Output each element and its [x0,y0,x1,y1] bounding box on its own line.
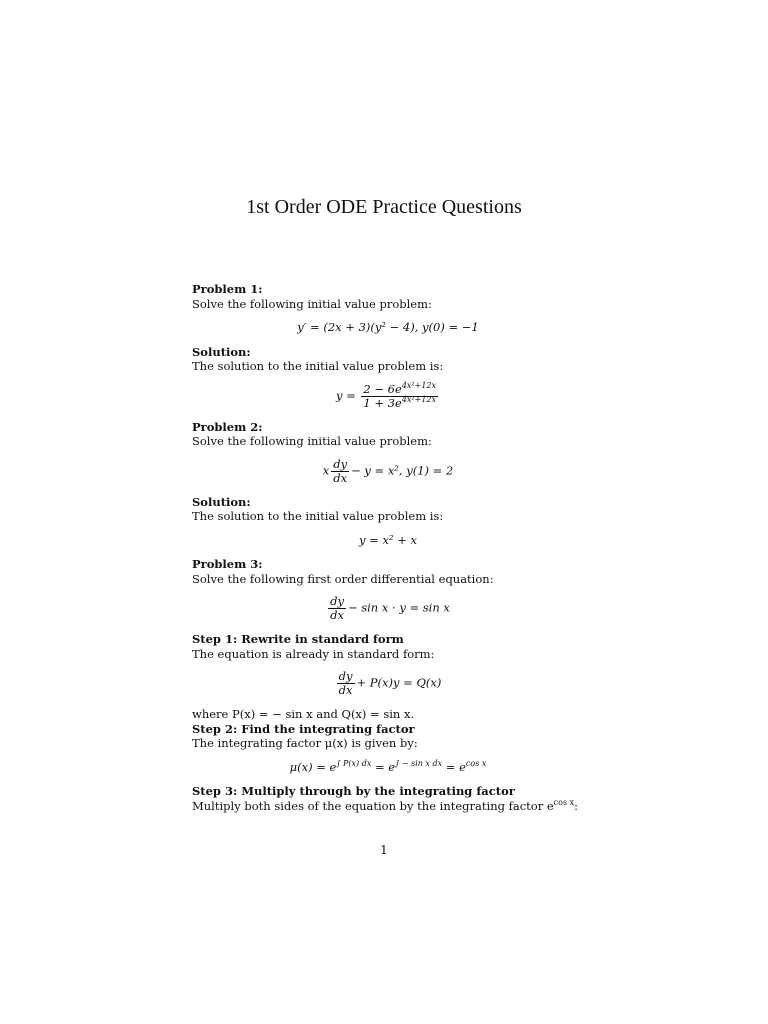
page-title: 1st Order ODE Practice Questions [246,196,522,218]
if-exponent-a: ∫ P(x) dx [336,758,372,768]
problem-2-heading: Problem 2: [192,419,263,434]
problem-2-prompt: Solve the following initial value problem: [192,434,432,448]
problem-2-solution-text: The solution to the initial value problem is: [192,509,444,523]
problem-2-solution-equation: y = x² + x [359,532,417,547]
problem-1-solution-text: The solution to the initial value problem is: [192,359,444,373]
equation-rest: − y = x², y(1) = 2 [351,463,454,477]
problem-2-equation [192,458,584,485]
step-3-text-end: : [574,798,579,813]
step-3-text-main: Multiply both sides of the equation by the integrating factor e [192,798,554,813]
problem-1-heading: Problem 1: [192,282,263,296]
problem-1-solution-heading: Solution: [192,344,251,359]
where-text: where P(x) = − sin x and Q(x) = sin x. [192,707,415,721]
numerator-base: 2 − 6e [363,381,402,396]
fraction-denominator: dx [338,683,353,697]
problem-1-prompt: Solve the following initial value problem: [192,296,432,311]
solution-fraction [361,380,438,410]
derivative-fraction [331,458,349,485]
step-2-text: The integrating factor μ(x) is given by: [192,736,418,750]
step-3-exponent: cos x [553,797,575,807]
problem-1-solution-equation [192,380,584,410]
if-part-b: = e [371,759,396,774]
denominator-exponent: 4x²+12x [401,394,437,404]
problem-2-solution-heading: Solution: [192,494,251,509]
fraction-numerator: dy [333,456,348,471]
document-body [192,282,584,813]
problem-3-equation [192,595,584,622]
numerator-exponent: 4x²+12x [401,380,437,390]
step-1-text: The equation is already in standard form: [192,646,435,661]
fraction-numerator: dy [330,594,344,608]
step-3-text [192,799,584,814]
page-number: 1 [380,843,388,857]
if-part-c: = e [442,759,466,774]
fraction-denominator: dx [330,608,344,622]
if-exponent-b: ∫ − sin x dx [395,758,443,768]
problem-3-prompt: Solve the following first order differential equation: [192,571,494,586]
equation-prefix: x [322,463,330,477]
fraction-numerator: dy [338,669,353,683]
problem-1-equation: y′ = (2x + 3)(y² − 4), y(0) = −1 [297,320,479,334]
equation-rest: + P(x)y = Q(x) [356,675,442,690]
step-1-heading: Step 1: Rewrite in standard form [192,632,404,646]
integrating-factor-equation [192,760,584,775]
fraction-denominator [361,394,438,410]
if-exponent-c: cos x [465,758,487,768]
denominator-base: 1 + 3e [363,395,402,410]
if-part-a: μ(x) = e [289,759,337,774]
derivative-fraction [328,595,346,622]
equation-rest: − sin x · y = sin x [347,600,450,615]
step-2-heading: Step 2: Find the integrating factor [192,721,415,736]
problem-3-heading: Problem 3: [192,557,263,571]
standard-form-equation [192,670,584,697]
fraction-denominator: dx [333,470,348,485]
step-3-heading: Step 3: Multiply through by the integrating factor [192,784,515,798]
derivative-fraction [337,670,355,697]
solution-lhs: y = [335,388,356,402]
